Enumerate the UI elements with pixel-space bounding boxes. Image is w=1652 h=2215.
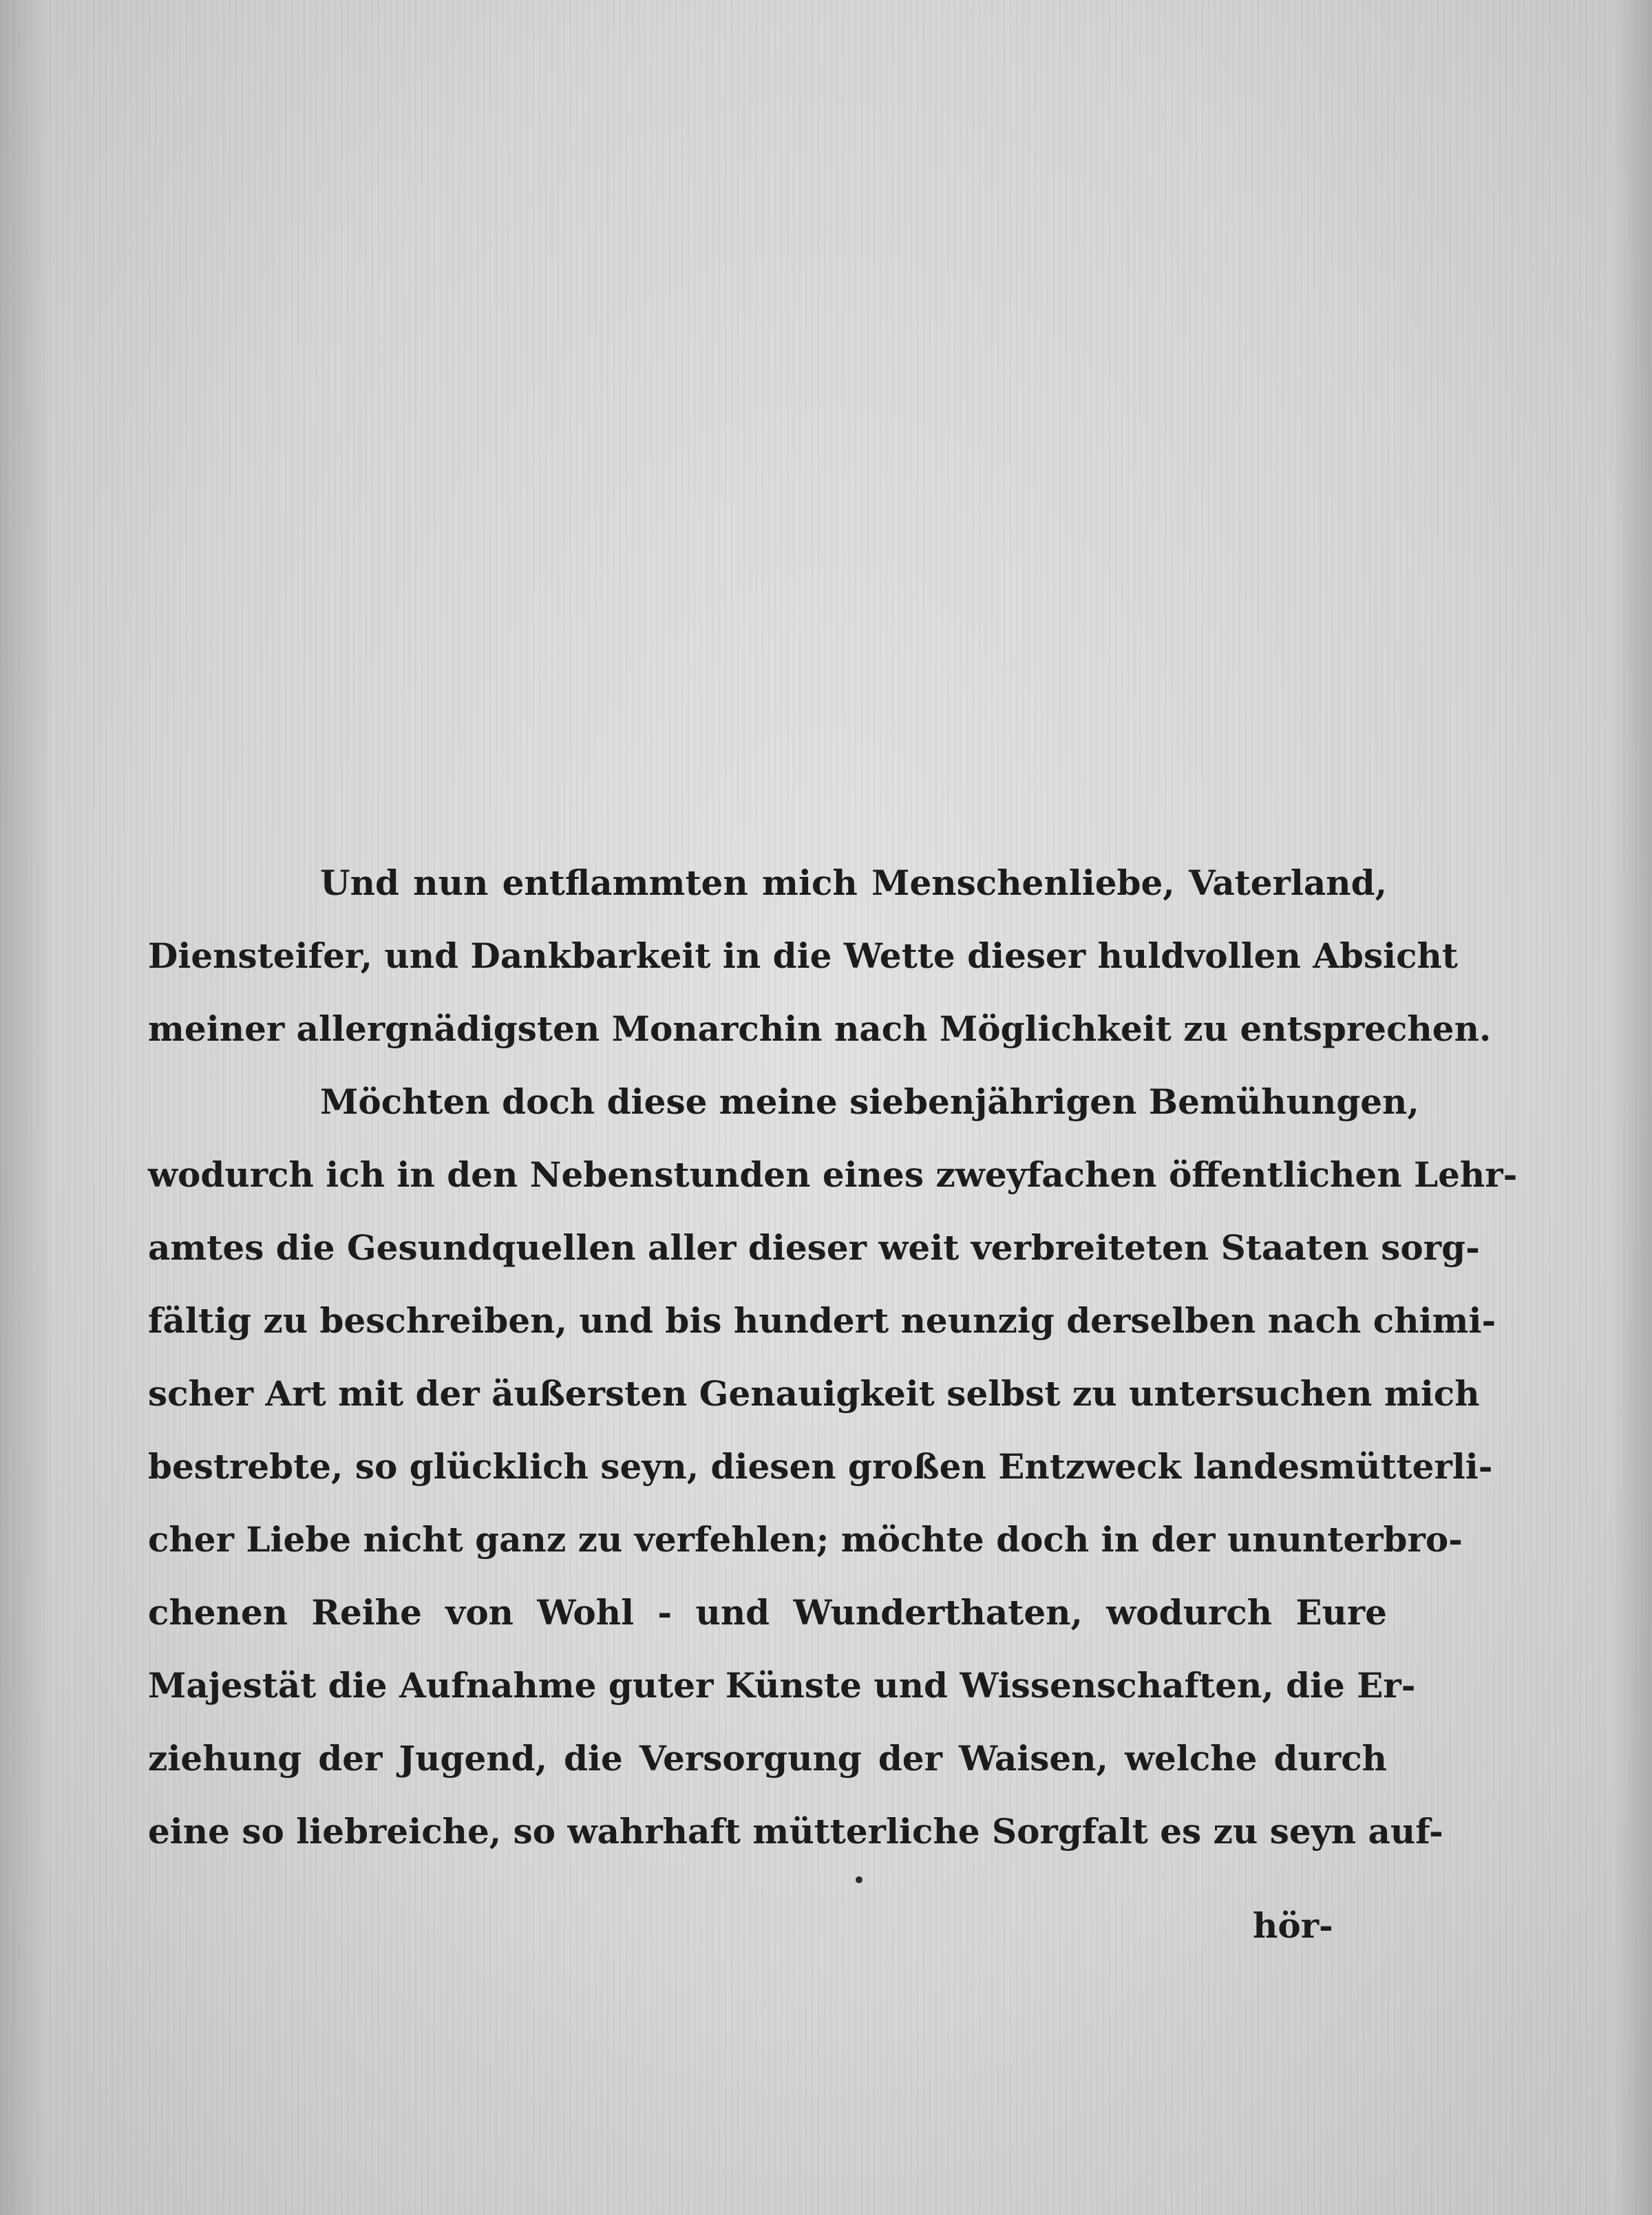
text-line: amtes die Gesundquellen aller dieser weit verbreiteten Staaten sorg- [148, 1227, 1480, 1268]
body-text [148, 847, 1518, 1868]
text-line: Majestät die Aufnahme guter Künste und Wissenschaften, die Er- [148, 1665, 1416, 1706]
ink-speck [856, 1876, 862, 1883]
reverse-side-bleed-through [96, 138, 1542, 688]
text-line: Und nun entflammten mich Menschenliebe, Vaterland, [320, 862, 1387, 903]
text-line: wodurch ich in den Nebenstunden eines zweyfachen öffentlichen Lehr- [148, 1154, 1518, 1195]
page-edge-shadow-right [1611, 0, 1652, 2215]
text-line: Möchten doch diese meine siebenjährigen Bemühungen, [320, 1081, 1419, 1122]
text-line: eine so liebreiche, so wahrhaft mütterliche Sorgfalt es zu seyn auf- [148, 1811, 1443, 1852]
text-line: bestrebte, so glücklich seyn, diesen großen Entzweck landesmütterli- [148, 1446, 1493, 1487]
text-line: fältig zu beschreiben, und bis hundert neunzig derselben nach chimi- [148, 1300, 1496, 1341]
text-line: cher Liebe nicht ganz zu verfehlen; möchte doch in der ununterbro- [148, 1519, 1463, 1560]
page-edge-shadow-left [0, 0, 48, 2215]
text-line: scher Art mit der äußersten Genauigkeit selbst zu untersuchen mich [148, 1373, 1480, 1414]
text-line: meiner allergnädigsten Monarchin nach Möglichkeit zu entsprechen. [148, 1008, 1492, 1049]
text-line: chenen Reihe von Wohl - und Wunderthaten, wodurch Eure [148, 1592, 1387, 1633]
text-line: Diensteifer, und Dankbarkeit in die Wette dieser huldvollen Absicht [148, 935, 1459, 976]
catchword: hör- [1253, 1905, 1333, 1946]
text-line: ziehung der Jugend, die Versorgung der Waisen, welche durch [148, 1738, 1387, 1779]
